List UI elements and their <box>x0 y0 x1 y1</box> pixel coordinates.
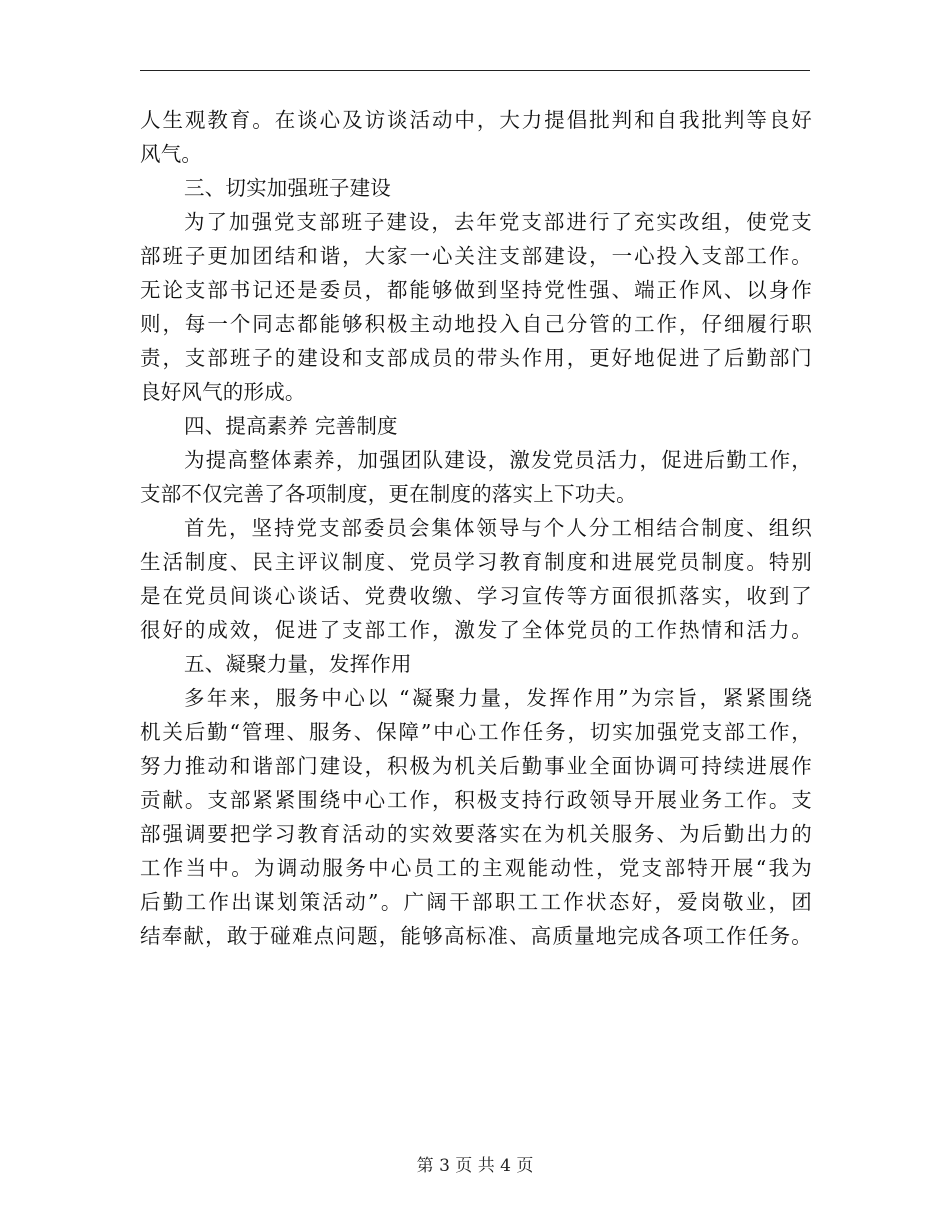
text-line: 五、凝聚力量，发挥作用 <box>184 652 412 676</box>
text-line: 则，每一个同志都能够积极主动地投入自己分管的工作，仔细履行职 <box>140 312 812 336</box>
text-line: 三、切实加强班子建设 <box>184 176 391 200</box>
text-line: 很好的成效，促进了支部工作，激发了全体党员的工作热情和活力。 <box>140 618 812 642</box>
text-line: 为了加强党支部班子建设，去年党支部进行了充实改组，使党支 <box>184 210 812 234</box>
text-line: 部强调要把学习教育活动的实效要落实在为机关服务、为后勤出力的 <box>140 822 812 846</box>
text-line: 多年来，服务中心以 “凝聚力量，发挥作用”为宗旨，紧紧围绕 <box>184 686 812 710</box>
text-line: 工作当中。为调动服务中心员工的主观能动性，党支部特开展“我为 <box>140 856 812 880</box>
text-line: 贡献。支部紧紧围绕中心工作，积极支持行政领导开展业务工作。支 <box>140 788 812 812</box>
text-line: 支部不仅完善了各项制度，更在制度的落实上下功夫。 <box>140 482 637 506</box>
text-line: 为提高整体素养，加强团队建设，激发党员活力，促进后勤工作， <box>184 448 812 472</box>
text-line: 机关后勤“管理、服务、保障”中心工作任务，切实加强党支部工作， <box>140 720 812 744</box>
text-line: 四、提高素养 完善制度 <box>184 414 398 438</box>
header-rule <box>140 70 810 71</box>
text-line: 努力推动和谐部门建设，积极为机关后勤事业全面协调可持续进展作 <box>140 754 812 778</box>
text-line: 部班子更加团结和谐，大家一心关注支部建设，一心投入支部工作。 <box>140 244 812 268</box>
text-line: 结奉献，敢于碰难点问题，能够高标准、高质量地完成各项工作任务。 <box>140 924 812 948</box>
text-line: 后勤工作出谋划策活动”。广阔干部职工工作状态好，爱岗敬业，团 <box>140 890 812 914</box>
document-body <box>140 103 812 953</box>
text-line: 人生观教育。在谈心及访谈活动中，大力提倡批判和自我批判等良好 <box>140 108 812 132</box>
text-line: 良好风气的形成。 <box>140 380 306 404</box>
text-line: 风气。 <box>140 142 203 166</box>
text-line: 生活制度、民主评议制度、党员学习教育制度和进展党员制度。特别 <box>140 550 812 574</box>
text-line: 是在党员间谈心谈话、党费收缴、学习宣传等方面很抓落实，收到了 <box>140 584 812 608</box>
text-line: 首先，坚持党支部委员会集体领导与个人分工相结合制度、组织 <box>184 516 812 540</box>
text-line: 责，支部班子的建设和支部成员的带头作用，更好地促进了后勤部门 <box>140 346 812 370</box>
text-line: 无论支部书记还是委员，都能够做到坚持党性强、端正作风、以身作 <box>140 278 812 302</box>
page-footer: 第 3 页 共 4 页 <box>416 1156 534 1176</box>
